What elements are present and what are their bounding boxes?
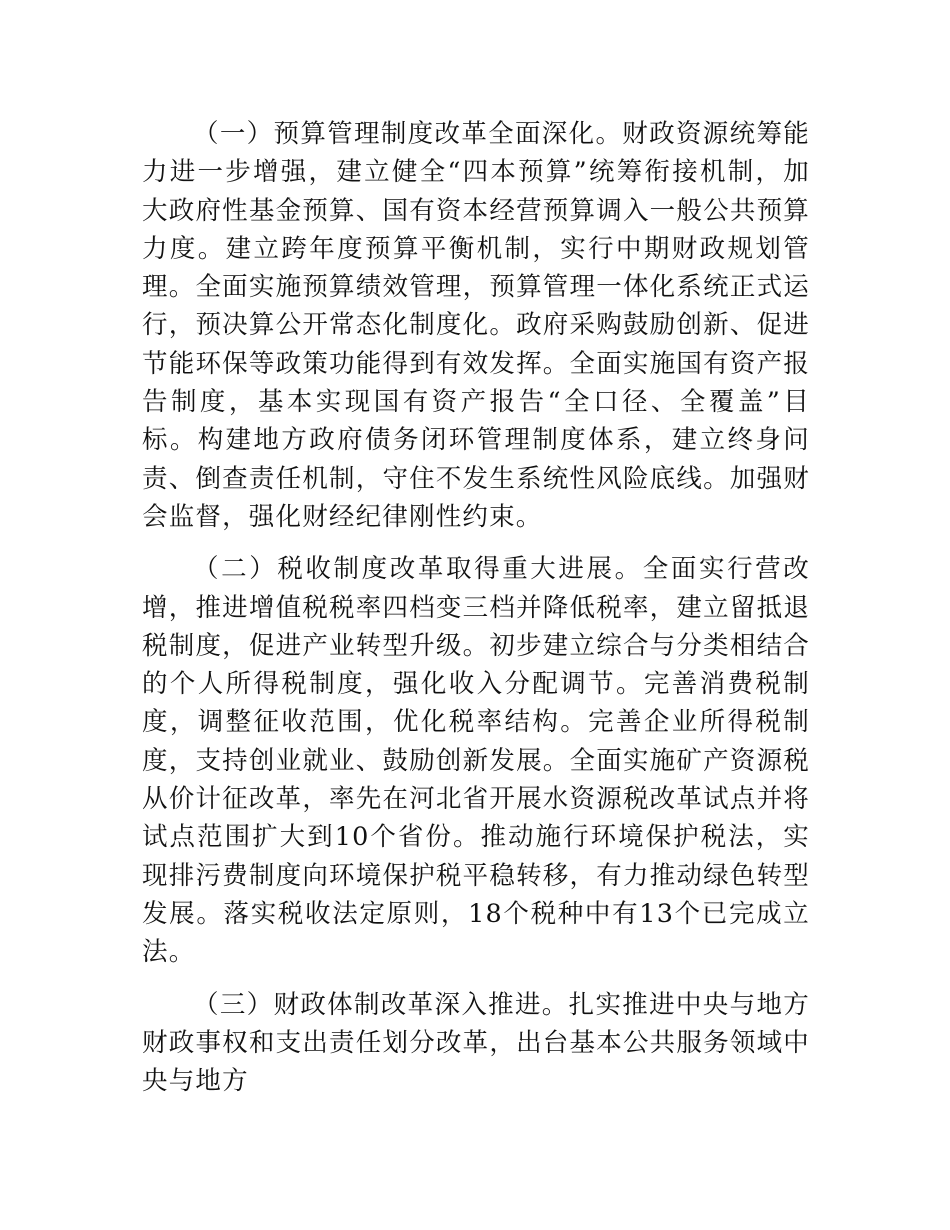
document-body <box>142 115 810 1100</box>
paragraph-tax-reform: （二）税收制度改革取得重大进展。全面实行营改增，推进增值税税率四档变三档并降低税率，建立留抵退税制度，促进产业转型升级。初步建立综合与分类相结合的个人所得税制度，强化收入分配调节。完善消费税制度，调整征收范围，优化税率结构。完善企业所得税制度，支持创业就业、鼓励创新发展。全面实施矿产资源税从价计征改革，率先在河北省开展水资源税改革试点并将试点范围扩大到10个省份。推动施行环境保护税法，实现排污费制度向环境保护税平稳转移，有力推动绿色转型发展。落实税收法定原则，18个税种中有13个已完成立法。 <box>142 554 810 968</box>
paragraph-budget-reform: （一）预算管理制度改革全面深化。财政资源统筹能力进一步增强，建立健全“四本预算”统筹衔接机制，加大政府性基金预算、国有资本经营预算调入一般公共预算力度。建立跨年度预算平衡机制，实行中期财政规划管理。全面实施预算绩效管理，预算管理一体化系统正式运行，预决算公开常态化制度化。政府采购鼓励创新、促进节能环保等政策功能得到有效发挥。全面实施国有资产报告制度，基本实现国有资产报告“全口径、全覆盖”目标。构建地方政府债务闭环管理制度体系，建立终身问责、倒查责任机制，守住不发生系统性风险底线。加强财会监督，强化财经纪律刚性约束。 <box>142 119 810 532</box>
paragraph-fiscal-system-reform: （三）财政体制改革深入推进。扎实推进中央与地方财政事权和支出责任划分改革，出台基本公共服务领域中央与地方 <box>142 989 810 1097</box>
